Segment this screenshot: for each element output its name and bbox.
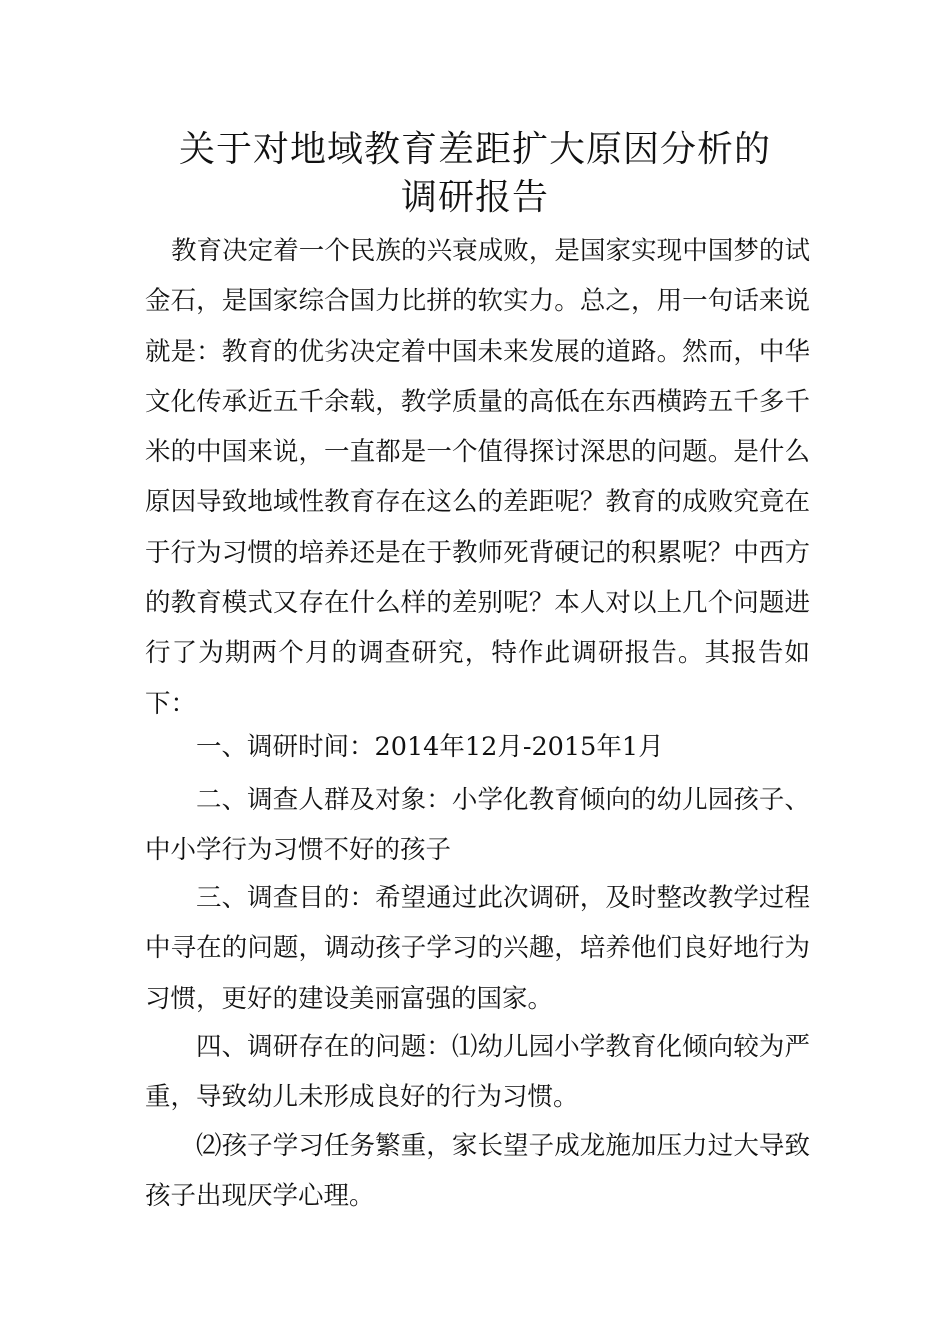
document-title-line2: 调研报告 bbox=[400, 177, 549, 218]
document-title-line1: 关于对地域教育差距扩大原因分析的 bbox=[178, 129, 771, 170]
section-issue-2: ⑵孩子学习任务繁重，家长望子成龙施加压力过大导致孩子出现厌学心理。 bbox=[145, 1131, 810, 1212]
section-issue-1: 四、调研存在的问题：⑴幼儿园小学教育化倾向较为严重，导致幼儿未形成良好的行为习惯。 bbox=[145, 1032, 810, 1113]
intro-paragraph: 教育决定着一个民族的兴衰成败，是国家实现中国梦的试金石，是国家综合国力比拼的软实力。总之，用一句话来说就是：教育的优劣决定着中国未来发展的道路。然而，中华文化传承近五千余载，教学质量的高低在东西横跨五千多千米的中国来说，一直都是一个值得探讨深思的问题。是什么原因导致地域性教育存在这么的差距呢？教育的成败究竟在于行为习惯的培养还是在于教师死背硬记的积累呢？中西方的教育模式又存在什么样的差别呢？本人对以上几个问题进行了为期两个月的调查研究，特作此调研报告。其报告如下： bbox=[145, 236, 810, 719]
section-research-time: 一、调研时间：2014年12月-2015年1月 bbox=[196, 732, 664, 762]
section-research-subjects: 二、调查人群及对象：小学化教育倾向的幼儿园孩子、中小学行为习惯不好的孩子 bbox=[145, 785, 810, 866]
section-research-purpose: 三、调查目的：希望通过此次调研，及时整改教学过程中寻在的问题，调动孩子学习的兴趣，培养他们良好地行为习惯，更好的建设美丽富强的国家。 bbox=[145, 883, 810, 1014]
